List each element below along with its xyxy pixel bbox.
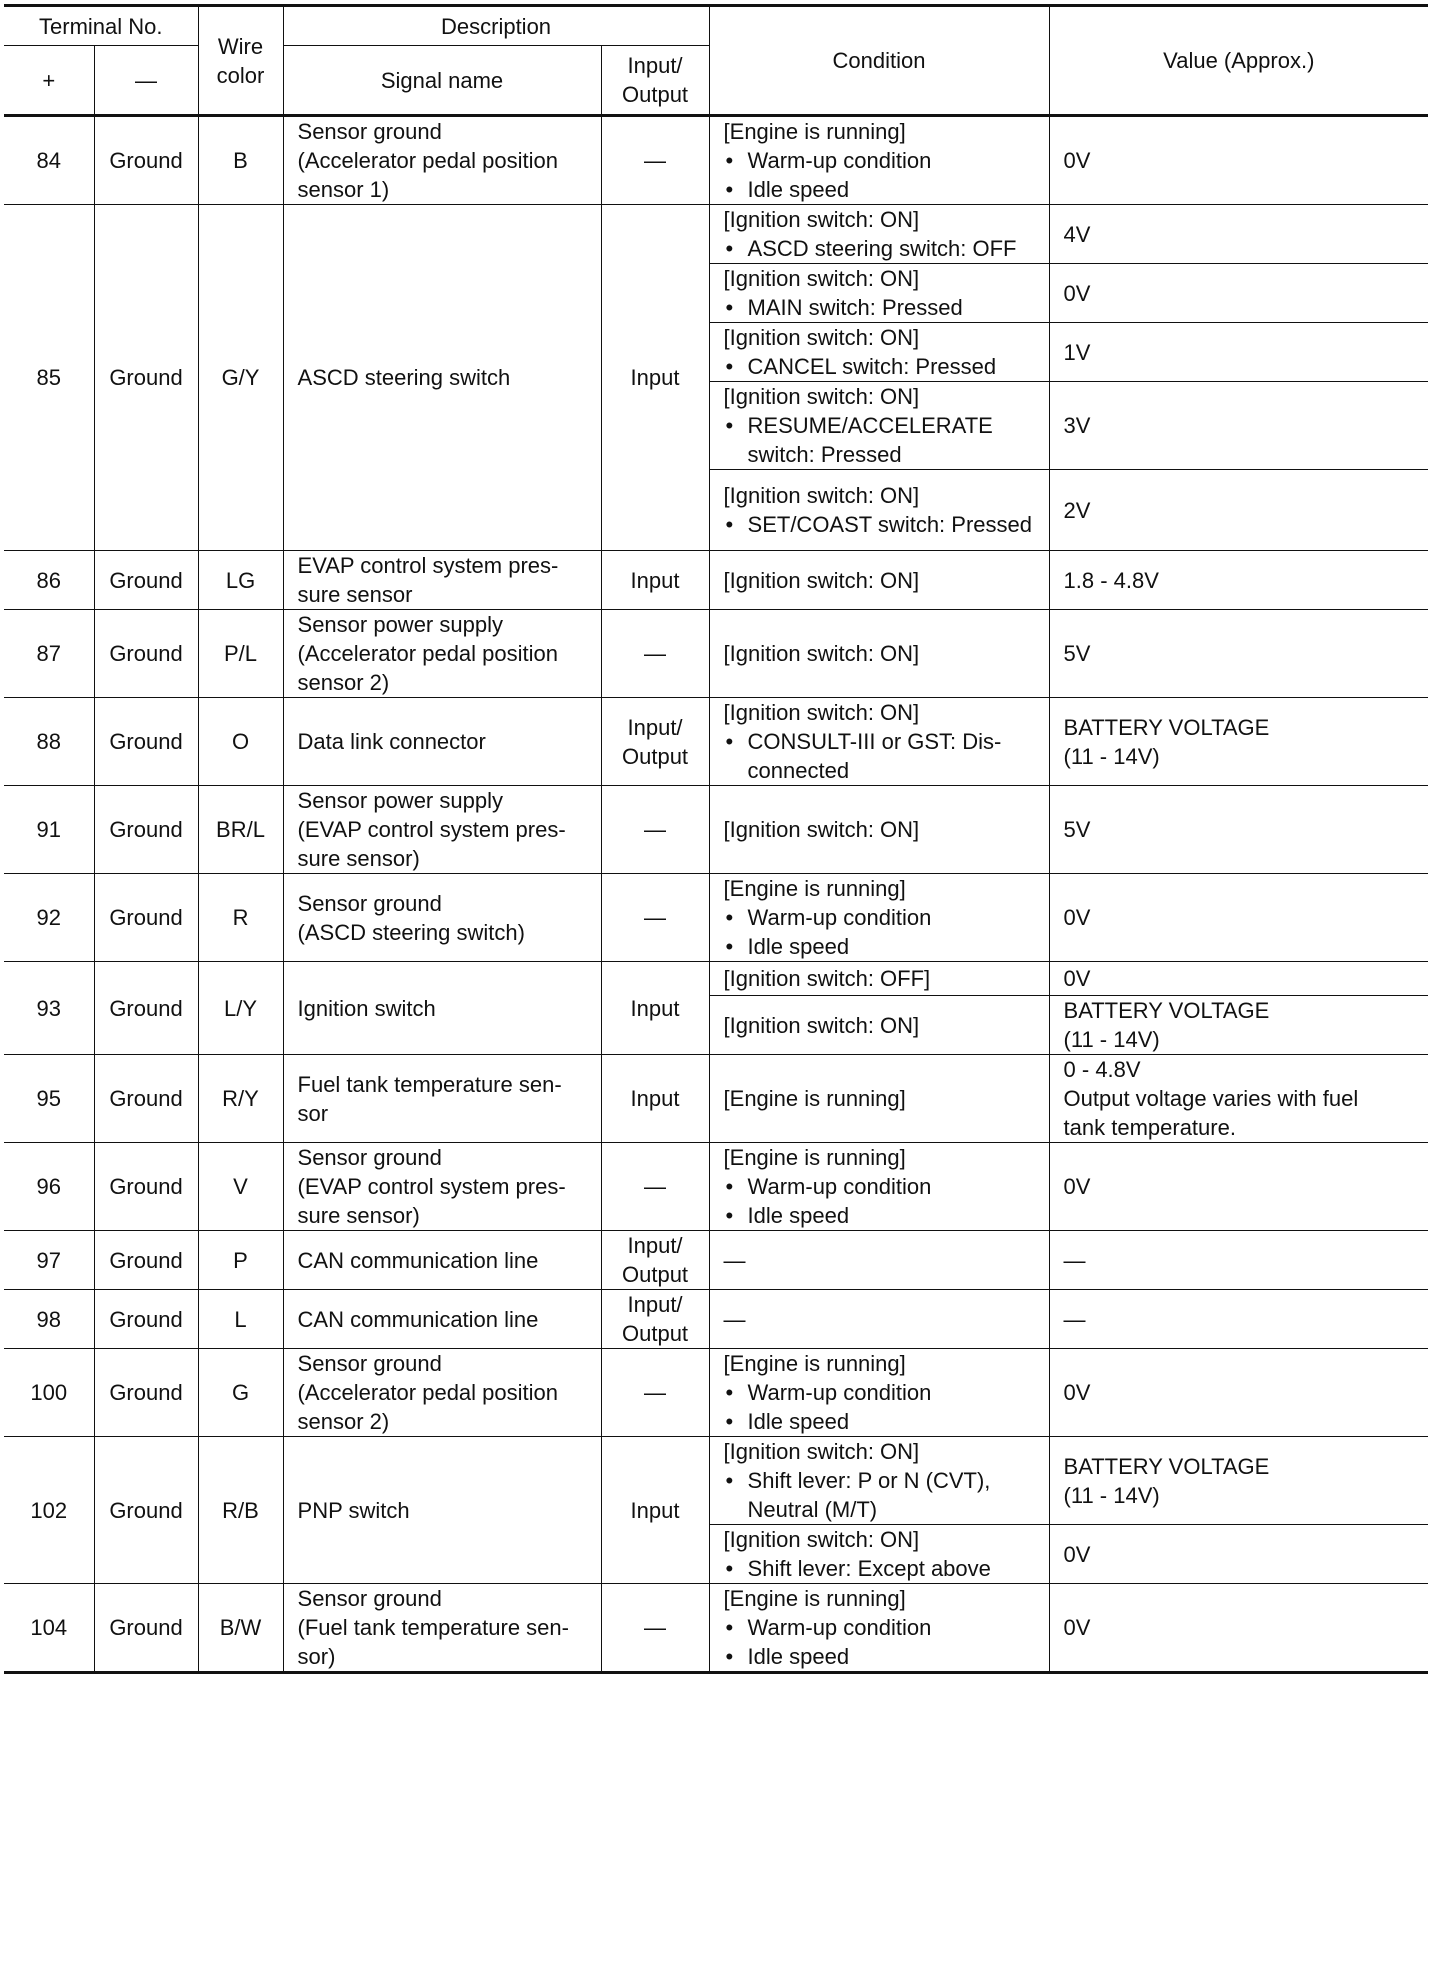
- signal-name-line: sure sensor: [297, 582, 413, 607]
- value-line: 0V: [1063, 280, 1091, 306]
- terminal-minus: Ground: [94, 205, 198, 551]
- value-line: 0V: [1063, 905, 1091, 930]
- condition-bullet: • Shift lever: Except above: [724, 1554, 1035, 1583]
- value: [1049, 1231, 1428, 1290]
- value: [1049, 874, 1428, 962]
- signal-name-line: Sensor ground: [297, 1351, 442, 1376]
- condition: [709, 1055, 1049, 1143]
- terminal-plus: 91: [4, 786, 94, 874]
- table-header: [4, 6, 1428, 116]
- condition: [709, 874, 1049, 962]
- terminal-minus: Ground: [94, 698, 198, 786]
- wire-color: R: [198, 874, 283, 962]
- signal-name-line: sure sensor): [297, 1203, 420, 1228]
- condition-head: [Ignition switch: ON]: [723, 1012, 920, 1038]
- value-line: 3V: [1063, 413, 1091, 438]
- value-line: 1V: [1063, 339, 1091, 365]
- signal-name-line: sensor 2): [297, 670, 390, 695]
- condition-header: Condition: [709, 6, 1049, 116]
- signal-name-line: Sensor ground: [297, 1586, 442, 1611]
- signal-name: [283, 874, 601, 962]
- condition-head: [Engine is running]: [723, 1086, 906, 1111]
- condition: [709, 1584, 1049, 1673]
- input-output: —: [601, 1584, 709, 1673]
- signal-name: [283, 1055, 601, 1143]
- condition-bullet: • Warm-up condition: [724, 1172, 1035, 1201]
- condition-head: [Ignition switch: ON]: [723, 641, 920, 666]
- signal-name-line: Data link connector: [297, 729, 486, 754]
- condition-head: [Ignition switch: ON]: [723, 700, 920, 725]
- value: [1049, 382, 1428, 470]
- condition-head: —: [723, 1247, 746, 1273]
- signal-name-line: sor): [297, 1644, 336, 1669]
- wire-color: O: [198, 698, 283, 786]
- input-output-header: Input/ Output: [601, 46, 709, 116]
- condition-bullet: • CONSULT-III or GST: Dis-connected: [724, 727, 1035, 785]
- terminal-minus: Ground: [94, 1437, 198, 1584]
- signal-name: [283, 1143, 601, 1231]
- signal-name-line: Sensor ground: [297, 1145, 442, 1170]
- table-row: [4, 1584, 1428, 1673]
- signal-name-line: (ASCD steering switch): [297, 919, 525, 945]
- terminal-minus: Ground: [94, 610, 198, 698]
- condition-head: [Ignition switch: ON]: [723, 817, 920, 842]
- condition-bullet: • Idle speed: [724, 1642, 1035, 1671]
- table-row: [4, 1290, 1428, 1349]
- value: [1049, 1349, 1428, 1437]
- condition-head: [Ignition switch: ON]: [723, 384, 920, 409]
- value-line: 5V: [1063, 641, 1091, 666]
- signal-name: [283, 205, 601, 551]
- value: [1049, 323, 1428, 382]
- value-line: 4V: [1063, 221, 1091, 247]
- wire-color: G/Y: [198, 205, 283, 551]
- signal-name-line: (EVAP control system pres-: [297, 817, 566, 842]
- wire-color: R/B: [198, 1437, 283, 1584]
- terminal-minus: Ground: [94, 874, 198, 962]
- signal-name-line: (EVAP control system pres-: [297, 1174, 566, 1199]
- condition: [709, 551, 1049, 610]
- signal-name-line: Sensor power supply: [297, 788, 503, 813]
- condition-head: [Engine is running]: [723, 1586, 906, 1611]
- condition-head: [Ignition switch: ON]: [723, 325, 920, 350]
- table-row: [4, 1437, 1428, 1525]
- terminal-minus: Ground: [94, 116, 198, 205]
- signal-name-line: sure sensor): [297, 846, 420, 871]
- input-output: —: [601, 874, 709, 962]
- signal-name: [283, 1290, 601, 1349]
- signal-name-line: Fuel tank temperature sen-: [297, 1071, 562, 1097]
- terminal-plus: 95: [4, 1055, 94, 1143]
- terminal-minus: Ground: [94, 962, 198, 1055]
- value: [1049, 264, 1428, 323]
- signal-name: [283, 1349, 601, 1437]
- condition-head: [Engine is running]: [723, 1145, 906, 1170]
- input-output: Input/ Output: [601, 698, 709, 786]
- condition-head: [Engine is running]: [723, 119, 906, 144]
- condition: [709, 610, 1049, 698]
- value-line: 0V: [1063, 1174, 1091, 1199]
- condition: [709, 116, 1049, 205]
- input-output: —: [601, 610, 709, 698]
- condition: [709, 1143, 1049, 1231]
- signal-name: [283, 116, 601, 205]
- signal-name: [283, 698, 601, 786]
- plus-header: +: [4, 46, 94, 116]
- terminal-plus: 100: [4, 1349, 94, 1437]
- value: [1049, 116, 1428, 205]
- condition-head: [Engine is running]: [723, 1351, 906, 1376]
- input-output: Input/ Output: [601, 1231, 709, 1290]
- condition-bullet: • Shift lever: P or N (CVT), Neutral (M/T): [724, 1466, 1035, 1524]
- table-row: [4, 610, 1428, 698]
- value-line: (11 - 14V): [1063, 1027, 1160, 1052]
- terminal-plus: 104: [4, 1584, 94, 1673]
- terminal-plus: 84: [4, 116, 94, 205]
- terminal-plus: 86: [4, 551, 94, 610]
- condition-bullet: • Warm-up condition: [724, 1378, 1035, 1407]
- value-line: 1.8 - 4.8V: [1063, 567, 1159, 593]
- table-row: [4, 962, 1428, 996]
- wire-color: BR/L: [198, 786, 283, 874]
- terminal-table-container: [4, 4, 1428, 1674]
- signal-name-line: (Accelerator pedal position: [297, 1380, 558, 1405]
- value-line: BATTERY VOLTAGE: [1063, 998, 1270, 1023]
- value-line: Output voltage varies with fuel: [1063, 1086, 1359, 1111]
- signal-name-header: Signal name: [283, 46, 601, 116]
- value-line: —: [1063, 1306, 1086, 1332]
- signal-name: [283, 1231, 601, 1290]
- description-header: Description: [283, 6, 709, 46]
- signal-name: [283, 551, 601, 610]
- condition-head: [Ignition switch: ON]: [723, 1439, 920, 1464]
- terminal-plus: 102: [4, 1437, 94, 1584]
- value: [1049, 610, 1428, 698]
- signal-name-line: Sensor power supply: [297, 612, 503, 637]
- wire-color: L/Y: [198, 962, 283, 1055]
- condition-head: [Ignition switch: ON]: [723, 1527, 920, 1552]
- terminal-minus: Ground: [94, 1231, 198, 1290]
- input-output: Input: [601, 1055, 709, 1143]
- signal-name-line: Sensor ground: [297, 119, 442, 144]
- value-line: 0V: [1063, 1541, 1091, 1567]
- condition: [709, 962, 1049, 996]
- input-output: Input: [601, 551, 709, 610]
- terminal-plus: 96: [4, 1143, 94, 1231]
- condition: [709, 382, 1049, 470]
- signal-name: [283, 962, 601, 1055]
- input-output: Input/ Output: [601, 1290, 709, 1349]
- condition-bullet: • Idle speed: [724, 1201, 1035, 1230]
- terminal-minus: Ground: [94, 1349, 198, 1437]
- condition-bullet: • Warm-up condition: [724, 903, 1035, 932]
- value-line: 5V: [1063, 817, 1091, 842]
- input-output: —: [601, 786, 709, 874]
- value-line: 0V: [1063, 148, 1091, 173]
- value-line: —: [1063, 1247, 1086, 1273]
- terminal-plus: 88: [4, 698, 94, 786]
- condition-head: [Ignition switch: ON]: [723, 266, 920, 291]
- value-line: 0 - 4.8V: [1063, 1057, 1141, 1082]
- condition: [709, 470, 1049, 551]
- signal-name-line: ASCD steering switch: [297, 365, 511, 390]
- value-line: 2V: [1063, 497, 1091, 523]
- table-row: [4, 116, 1428, 205]
- wire-color: G: [198, 1349, 283, 1437]
- condition-head: [Ignition switch: ON]: [723, 207, 920, 232]
- table-row: [4, 874, 1428, 962]
- signal-name-line: sensor 2): [297, 1409, 390, 1434]
- value: [1049, 1290, 1428, 1349]
- value: [1049, 205, 1428, 264]
- condition-bullet: • CANCEL switch: Pressed: [724, 352, 1035, 381]
- input-output: —: [601, 116, 709, 205]
- table-row: [4, 551, 1428, 610]
- ecm-terminal-table: [4, 4, 1428, 1674]
- condition: [709, 264, 1049, 323]
- wire-color: L: [198, 1290, 283, 1349]
- wire-color: P/L: [198, 610, 283, 698]
- wire-color-header: Wire color: [198, 6, 283, 116]
- wire-color: B/W: [198, 1584, 283, 1673]
- value: [1049, 470, 1428, 551]
- table-row: [4, 1055, 1428, 1143]
- signal-name: [283, 610, 601, 698]
- value: [1049, 962, 1428, 996]
- value: [1049, 551, 1428, 610]
- condition: [709, 205, 1049, 264]
- signal-name-line: sor: [297, 1100, 329, 1126]
- table-row: [4, 698, 1428, 786]
- condition: [709, 698, 1049, 786]
- minus-header: —: [94, 46, 198, 116]
- condition: [709, 1290, 1049, 1349]
- value: [1049, 996, 1428, 1055]
- condition-bullet: • ASCD steering switch: OFF: [724, 234, 1035, 263]
- terminal-minus: Ground: [94, 551, 198, 610]
- wire-color: R/Y: [198, 1055, 283, 1143]
- terminal-plus: 92: [4, 874, 94, 962]
- terminal-plus: 97: [4, 1231, 94, 1290]
- input-output: Input: [601, 1437, 709, 1584]
- condition: [709, 1349, 1049, 1437]
- table-row: [4, 1143, 1428, 1231]
- signal-name-line: Sensor ground: [297, 890, 442, 916]
- terminal-plus: 98: [4, 1290, 94, 1349]
- input-output: —: [601, 1143, 709, 1231]
- value-line: (11 - 14V): [1063, 743, 1160, 769]
- signal-name-line: EVAP control system pres-: [297, 553, 559, 578]
- condition: [709, 786, 1049, 874]
- terminal-minus: Ground: [94, 1143, 198, 1231]
- value-line: 0V: [1063, 1615, 1091, 1640]
- condition-bullet: • Warm-up condition: [724, 146, 1035, 175]
- signal-name: [283, 1584, 601, 1673]
- value: [1049, 1525, 1428, 1584]
- value-header: Value (Approx.): [1049, 6, 1428, 116]
- wire-color: P: [198, 1231, 283, 1290]
- condition: [709, 1231, 1049, 1290]
- terminal-plus: 85: [4, 205, 94, 551]
- value-line: tank temperature.: [1063, 1115, 1236, 1140]
- signal-name-line: sensor 1): [297, 177, 390, 202]
- condition: [709, 1437, 1049, 1525]
- terminal-minus: Ground: [94, 1055, 198, 1143]
- input-output: —: [601, 1349, 709, 1437]
- signal-name: [283, 1437, 601, 1584]
- condition-head: [Ignition switch: ON]: [723, 483, 920, 508]
- value: [1049, 1143, 1428, 1231]
- value: [1049, 698, 1428, 786]
- value: [1049, 1584, 1428, 1673]
- terminal-minus: Ground: [94, 786, 198, 874]
- signal-name-line: Ignition switch: [297, 995, 436, 1021]
- condition: [709, 996, 1049, 1055]
- table-row: [4, 1231, 1428, 1290]
- terminal-minus: Ground: [94, 1584, 198, 1673]
- value: [1049, 1437, 1428, 1525]
- condition: [709, 323, 1049, 382]
- signal-name: [283, 786, 601, 874]
- condition-bullet: • RESUME/ACCELERATE switch: Pressed: [724, 411, 1035, 469]
- terminal-plus: 93: [4, 962, 94, 1055]
- condition: [709, 1525, 1049, 1584]
- signal-name-line: (Fuel tank temperature sen-: [297, 1615, 569, 1640]
- signal-name-line: (Accelerator pedal position: [297, 641, 558, 666]
- condition-bullet: • MAIN switch: Pressed: [724, 293, 1035, 322]
- terminal-minus: Ground: [94, 1290, 198, 1349]
- wire-color: LG: [198, 551, 283, 610]
- condition-head: [Engine is running]: [723, 876, 906, 901]
- condition-bullet: • SET/COAST switch: Pressed: [724, 510, 1035, 539]
- wire-color: B: [198, 116, 283, 205]
- value: [1049, 1055, 1428, 1143]
- terminal-no-header: Terminal No.: [4, 6, 198, 46]
- table-row: [4, 1349, 1428, 1437]
- condition-head: [Ignition switch: ON]: [723, 567, 920, 593]
- value: [1049, 786, 1428, 874]
- condition-bullet: • Idle speed: [724, 932, 1035, 961]
- terminal-plus: 87: [4, 610, 94, 698]
- input-output: Input: [601, 205, 709, 551]
- value-line: 0V: [1063, 1380, 1091, 1405]
- table-body: [4, 116, 1428, 1673]
- table-row: [4, 786, 1428, 874]
- signal-name-line: CAN communication line: [297, 1247, 539, 1273]
- value-line: BATTERY VOLTAGE: [1063, 1453, 1270, 1479]
- signal-name-line: (Accelerator pedal position: [297, 148, 558, 173]
- signal-name-line: CAN communication line: [297, 1306, 539, 1332]
- value-line: 0V: [1063, 966, 1091, 991]
- input-output: Input: [601, 962, 709, 1055]
- condition-bullet: • Warm-up condition: [724, 1613, 1035, 1642]
- condition-head: —: [723, 1306, 746, 1332]
- value-line: (11 - 14V): [1063, 1482, 1160, 1508]
- condition-bullet: • Idle speed: [724, 175, 1035, 204]
- value-line: BATTERY VOLTAGE: [1063, 714, 1270, 740]
- wire-color: V: [198, 1143, 283, 1231]
- condition-bullet: • Idle speed: [724, 1407, 1035, 1436]
- condition-head: [Ignition switch: OFF]: [723, 966, 931, 991]
- signal-name-line: PNP switch: [297, 1497, 410, 1523]
- table-row: [4, 205, 1428, 264]
